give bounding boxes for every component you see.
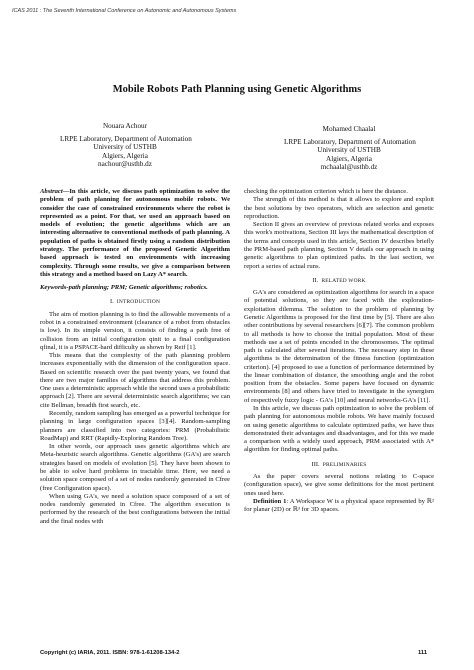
page-number: 111 xyxy=(418,650,428,656)
footer-copyright: Copyright (c) IARIA, 2011. ISBN: 978-1-61208-134-2 xyxy=(40,650,180,656)
author-email: nachour@usthb.dz xyxy=(98,160,152,169)
section-heading-preliminaries xyxy=(244,461,434,469)
author-location: Algiers, Algeria xyxy=(326,154,372,163)
paper-title: Mobile Robots Path Planning using Genetic Algorithms xyxy=(112,84,362,95)
author-location: Algiers, Algeria xyxy=(102,151,148,160)
paragraph: checking the optimization criterion which is here the distance. xyxy=(244,188,408,195)
paragraph: As the paper covers several notions relating to C-space (configuration space), we give some definitions for the most pertinent ones used here. xyxy=(244,473,434,497)
definition-text: : A Workspace W is a physical space represented by ℝ² for planar (2D) or ℝ³ for 3D spaces. xyxy=(244,497,434,514)
paragraph: Section II gives an overview of previous related works and exposes this work's motivations, Section III lays the mathematical description of the terms and concepts used in this article, Section IV describes briefly the PRM-based path planning, Section V details our approach in using genetic algorithms to plan optimized paths. In the last section, we report a series of actual runs. xyxy=(244,221,434,270)
section-heading-introduction xyxy=(40,298,230,306)
author-affiliation: LRPE Laboratory, Department of Automation xyxy=(284,137,416,146)
running-header: ICAS 2011 : The Seventh International Conference on Autonomic and Autonomous Systems xyxy=(12,8,237,14)
abstract xyxy=(40,188,230,279)
paragraph: This means that the complexity of the path planning problem increases exponentially with the dimension of the configuration space. Based on scientific research over the past twenty years, we found that there are two major families of algorithms that address this problem. One uses a deterministic approach while the second uses a probabilistic approach [2]. There are several deterministic search algorithms; we can cite Bellman, breadth first search, etc. xyxy=(40,352,230,409)
paragraph: Recently, random sampling has emerged as a powerful technique for planning in large configuration spaces [3][4]. Random-sampling planners are classified into two categories: PRM (Probabilistic RoadMap) and RRT (Rapidly-Exploring Random Tree). xyxy=(40,410,230,442)
section-number: II. xyxy=(312,276,319,284)
left-column xyxy=(40,188,230,526)
section-title: INTRODUCTION xyxy=(116,299,161,306)
author-name: Mohamed Chaalal xyxy=(322,125,376,133)
author-affiliation: LRPE Laboratory, Department of Automation xyxy=(60,134,192,143)
author-email: mchaalal@usthb.dz xyxy=(320,163,378,172)
definition xyxy=(244,498,434,515)
abstract-text: —In this article, we discuss path optimization to solve the problem of path planning for autonomous mobile robots. We consider the case of constrained environments where the robot is represented as a point. For that, we used an approach based on models of evolution; the genetic algorithms which are an interesting alternative to conventional methods of path planning. A population of paths is obtained firstly using a random distribution strategy. The performance of the proposed Genetic Algorithm based approach is tested on environments with increasing complexity. Through some results, we give a comparison between this strategy and a method based on Lazy A* search. xyxy=(40,188,230,278)
section-number: I. xyxy=(109,298,114,306)
abstract-label: Abstract xyxy=(40,188,63,195)
paragraph: The strength of this method is that it allows to explore and exploit the best solutions by two operators, which are selection and genetic reproduction. xyxy=(244,196,434,220)
author-university: University of USTHB xyxy=(93,143,157,152)
author-block-2 xyxy=(284,125,414,172)
section-title: PRELIMINARIES xyxy=(322,461,367,468)
author-name: Nouara Achour xyxy=(102,122,148,130)
paragraph: The aim of motion planning is to find the allowable movements of a robot in a constrained environment (clearance of a robot from obstacles is low). In its simple version, it consists of finding a path free of collision from an initial configuration qinit to a final configuration qfinal, it is a PSPACE-hard difficulty as shown by Reif [1]. xyxy=(40,310,230,351)
section-number: III. xyxy=(311,460,320,468)
right-column xyxy=(244,188,434,514)
paragraph: In other words, our approach uses genetic algorithms which are Meta-heuristic search algorithms. Genetic algorithms (GA's) are search strategies based on models of evolution [5]. They have been shown to be able to solve hard problems in tractable time. Here, we need a solution space composed of a set of nodes randomly generated in Cfree (free Configuration space). xyxy=(40,443,230,492)
paragraph: When using GA's, we need a solution space composed of a set of nodes randomly generated in Cfree. The algorithm execution is performed by the research of the best configurations between the initial and the final nodes with xyxy=(40,492,230,525)
section-heading-related-work xyxy=(244,277,434,285)
definition-label: Definition 1 xyxy=(253,497,287,505)
paragraph: GA's are considered as optimization algorithms for search in a space of potential solutions, so they are faced with the exploration-exploitation dilemma. The solution to the problem of planning by Genetic Algorithms is proposed for the first time by [5]. There are also other contributions by several researchers [6][7]. The common problem to all methods is how to choose the initial population. Most of these methods use a set of points encoded in the chromosomes. The optimal path is calculated after several iterations. The necessary step in these algorithms is the determination of the fitness function (optimization criterion). [4] proposed to use a function of performance determined by the linear combination of distance, the smoothing angle and the robot position from the obstacles. Some papers have focused on dynamic environments [8] and others have tried to investigate in the synergism of respectively fuzzy logic - GA's [10] and neural networks-GA's [11]. xyxy=(244,289,434,404)
author-block-1 xyxy=(60,122,190,169)
author-university: University of USTHB xyxy=(317,146,381,155)
section-title: RELATED WORK xyxy=(321,277,366,284)
paragraph: In this article, we discuss path optimization to solve the problem of path planning for autonomous mobile robots. We have mainly focused on using genetic algorithms to calculate optimized paths, we have thus demonstrated their advantages and disadvantages, and for this we made a comparison with a widely used approach, PRM associated with A* algorithm for finding optimal paths. xyxy=(244,405,434,454)
keywords: Keywords-path planning; PRM; Genetic algorithms; robotics. xyxy=(40,284,208,292)
